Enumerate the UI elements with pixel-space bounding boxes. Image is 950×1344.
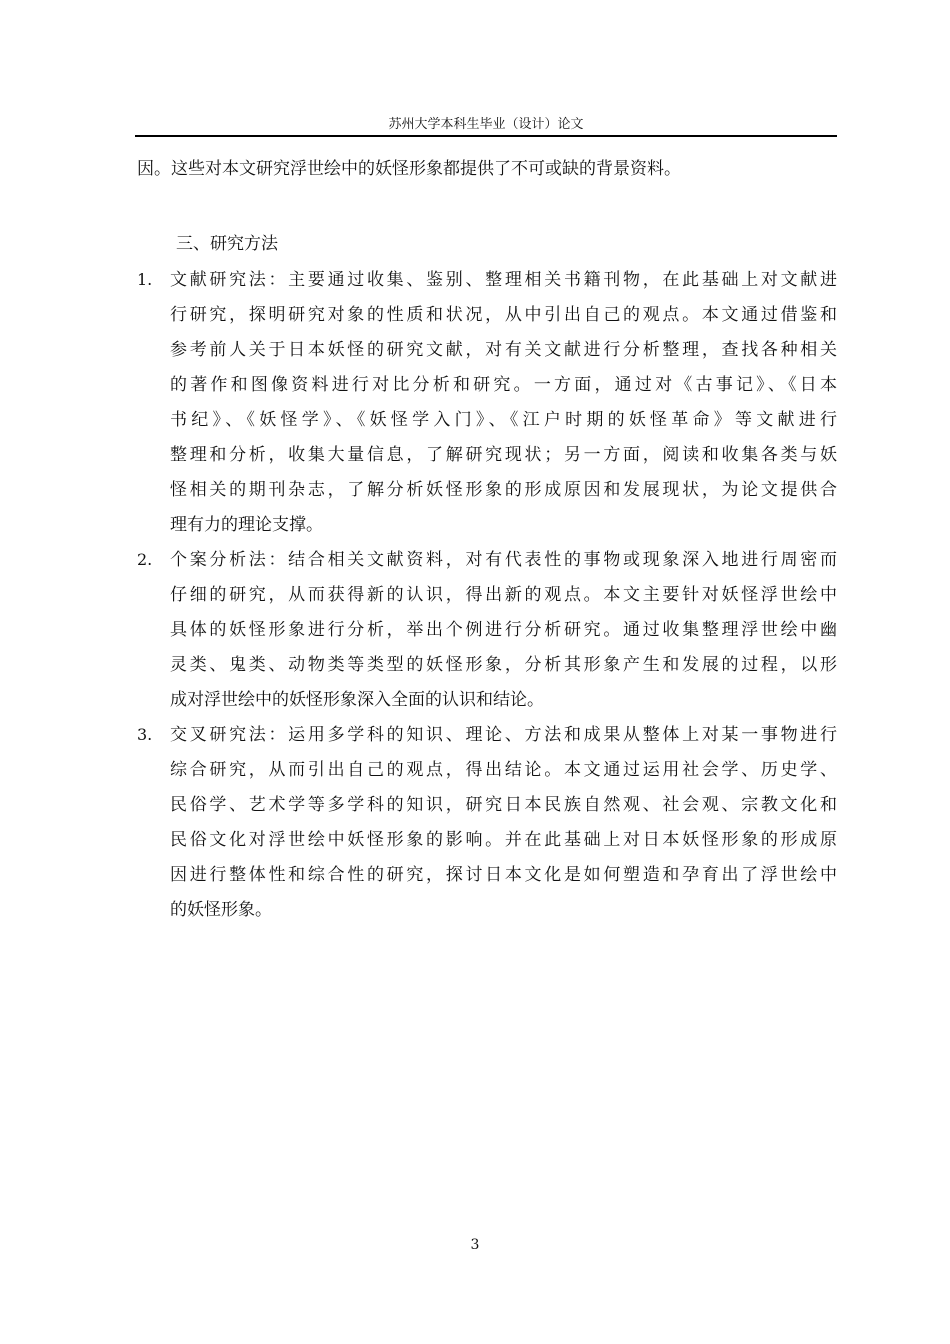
list-item-line: 行研究，探明研究对象的性质和状况，从中引出自己的观点。本文通过借鉴和 (170, 305, 837, 325)
list-item-line: 的妖怪形象。 (170, 900, 272, 920)
list-item-line: 民俗文化对浮世绘中妖怪形象的影响。并在此基础上对日本妖怪形象的形成原 (170, 830, 837, 850)
list-item-line: 民俗学、艺术学等多学科的知识，研究日本民族自然观、社会观、宗教文化和 (170, 795, 837, 815)
section-heading: 三、研究方法 (176, 234, 278, 254)
list-item-line: 交叉研究法：运用多学科的知识、理论、方法和成果从整体上对某一事物进行 (170, 725, 837, 745)
list-item-line: 成对浮世绘中的妖怪形象深入全面的认识和结论。 (170, 690, 544, 710)
list-item-line: 整理和分析，收集大量信息，了解研究现状；另一方面，阅读和收集各类与妖 (170, 445, 837, 465)
header-rule (135, 135, 837, 137)
list-item-line: 具体的妖怪形象进行分析，举出个例进行分析研究。通过收集整理浮世绘中幽 (170, 620, 837, 640)
page-number: 3 (470, 1237, 480, 1253)
list-item-number: 2. (137, 550, 153, 569)
list-item-line: 文献研究法：主要通过收集、鉴别、整理相关书籍刊物，在此基础上对文献进 (170, 270, 837, 290)
list-item-line: 因进行整体性和综合性的研究，探讨日本文化是如何塑造和孕育出了浮世绘中 (170, 865, 837, 885)
list-item-line: 个案分析法：结合相关文献资料，对有代表性的事物或现象深入地进行周密而 (170, 550, 837, 570)
intro-line: 因。这些对本文研究浮世绘中的妖怪形象都提供了不可或缺的背景资料。 (137, 159, 681, 179)
list-item-number: 3. (137, 725, 153, 744)
list-item-line: 怪相关的期刊杂志，了解分析妖怪形象的形成原因和发展现状，为论文提供合 (170, 480, 837, 500)
list-item-line: 综合研究，从而引出自己的观点，得出结论。本文通过运用社会学、历史学、 (170, 760, 837, 780)
list-item-line: 灵类、鬼类、动物类等类型的妖怪形象，分析其形象产生和发展的过程，以形 (170, 655, 837, 675)
list-item-line: 仔细的研究，从而获得新的认识，得出新的观点。本文主要针对妖怪浮世绘中 (170, 585, 837, 605)
list-item-line: 的著作和图像资料进行对比分析和研究。一方面，通过对《古事记》、《日本 (170, 375, 837, 395)
running-header: 苏州大学本科生毕业（设计）论文 (388, 117, 584, 132)
list-item-number: 1. (137, 270, 153, 289)
list-item-line: 书纪》、《妖怪学》、《妖怪学入门》、《江户时期的妖怪革命》等文献进行 (170, 410, 837, 430)
list-item-line: 参考前人关于日本妖怪的研究文献，对有关文献进行分析整理，查找各种相关 (170, 340, 837, 360)
list-item-line: 理有力的理论支撑。 (170, 515, 323, 535)
